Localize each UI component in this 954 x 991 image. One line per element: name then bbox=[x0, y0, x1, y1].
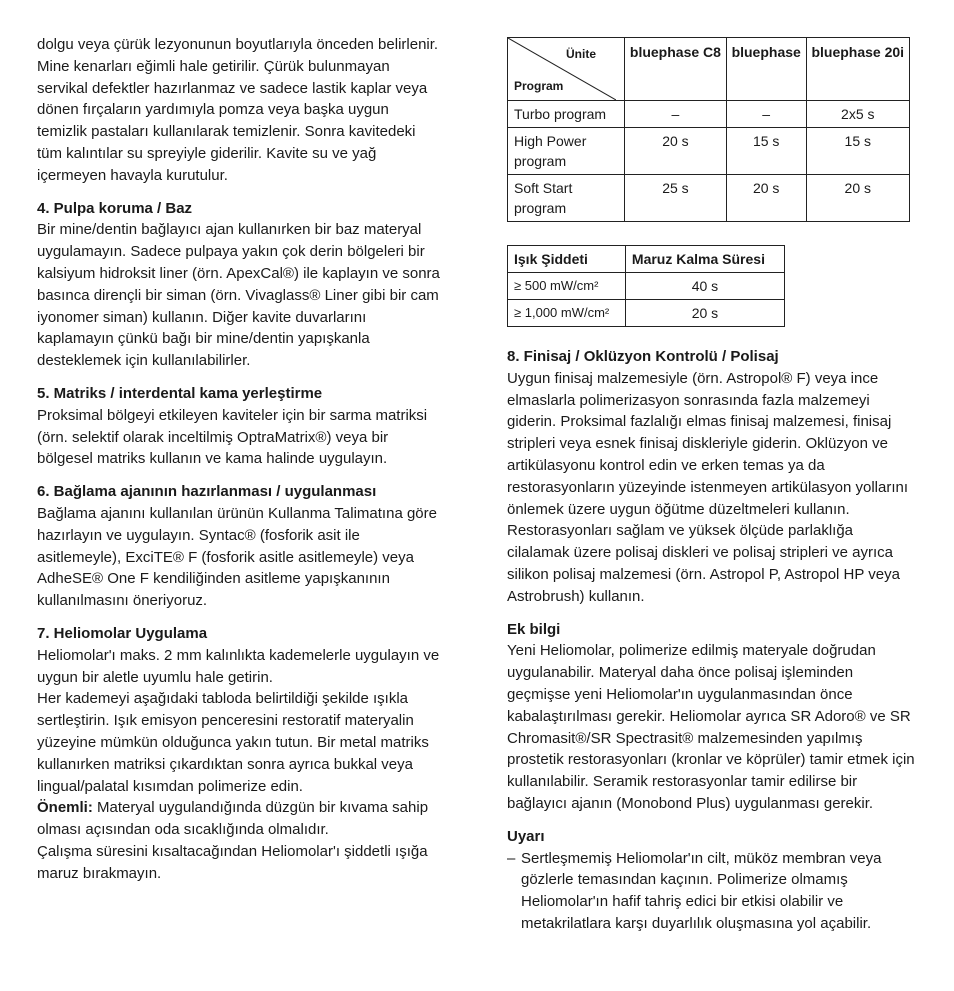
column-header: Işık Şiddeti bbox=[508, 246, 626, 273]
column-header: Maruz Kalma Süresi bbox=[625, 246, 784, 273]
unit-program-header-cell bbox=[508, 38, 625, 101]
program-label: Program bbox=[514, 79, 564, 93]
column-header: bluephase bbox=[726, 38, 806, 101]
section-6-heading: 6. Bağlama ajanının hazırlanması / uygulanması bbox=[37, 483, 377, 501]
column-header: bluephase 20i bbox=[806, 38, 909, 101]
table-cell: 15 s bbox=[726, 128, 806, 175]
warning-list-item bbox=[507, 848, 917, 935]
table-row bbox=[508, 175, 910, 222]
section-8-body: Uygun finisaj malzemesiyle (örn. Astropol® F) veya ince elmaslarla polimerizasyon sonrasında fazla malzemeyi giderin. Proksimal fazlalığı elmas finisaj malzemesi, finisaj stripleri veya esnek finisaj diskleriyle giderin. Oklüzyon ve artikülasyonu kontrol edin ve erken temas ya da restorasyonların yüzeyinde istenmeyen artikülasyon yollarını önlemek üzere uygun öğütme düzeltmeleri kullanın. Restorasyonları sağlam ve yüksek ölçüde parlaklığa cilalamak üzere polisaj diskleri ve polisaj stripleri ve ayrıca silikon polisaj malzemesi (örn. Astropol P, Astropol HP veya Astrobrush) kullanın. bbox=[507, 369, 909, 605]
section-5-heading: 5. Matriks / interdental kama yerleştirme bbox=[37, 384, 323, 402]
warning-text: Sertleşmemiş Heliomolar'ın cilt, müköz membran veya gözlerle temasından kaçının. Polimerize olmamış Heliomolar'ın hafif tahriş edici bir etkisi olabilir ve metakrilatlara karşı duyarlılık oluşmasına yol açabilir. bbox=[521, 849, 882, 932]
table-cell: 25 s bbox=[625, 175, 727, 222]
section-4-heading: 4. Pulpa koruma / Baz bbox=[37, 199, 193, 217]
table-cell: – bbox=[625, 101, 727, 128]
table-row bbox=[508, 273, 785, 300]
section-5-body: Proksimal bölgeyi etkileyen kaviteler için bir sarma matriksi (örn. selektif olarak inceltilmiş OptraMatrix®) veya bir bölgesel matriks kullanın ve kama halinde uygulayın. bbox=[37, 406, 428, 468]
column-header: bluephase C8 bbox=[625, 38, 727, 101]
right-column bbox=[507, 37, 917, 935]
left-column bbox=[37, 34, 442, 884]
table-header-row bbox=[508, 246, 785, 273]
table-cell: 2x5 s bbox=[806, 101, 909, 128]
section-8-heading: 8. Finisaj / Oklüzyon Kontrolü / Polisaj bbox=[507, 348, 779, 365]
table-row bbox=[508, 128, 910, 175]
curing-program-table bbox=[507, 37, 910, 222]
section-7-paragraph-1: Heliomolar'ı maks. 2 mm kalınlıkta kademelerle uygulayın ve uygun bir aletle uyumlu hale getirin. bbox=[37, 646, 440, 686]
dash-bullet: – bbox=[507, 849, 516, 867]
table-cell: ≥ 1,000 mW/cm² bbox=[508, 300, 626, 327]
unit-label: Ünite bbox=[566, 47, 596, 61]
section-6-body: Bağlama ajanını kullanılan ürünün Kullanma Talimatına göre hazırlayın ve uygulayın. Syntac® (fosforik asit ile asitlemeyle), ExciTE® F (fosforik asitle asitlemeyle) veya AdheSE® One F kendiliğinden asitleme yapışkanının kullanılmasını öneriyoruz. bbox=[37, 504, 437, 610]
table-row bbox=[508, 101, 910, 128]
note-label: Önemli: bbox=[37, 799, 93, 817]
table-header-row bbox=[508, 38, 910, 101]
section-7-paragraph-2: Her kademeyi aşağıdaki tabloda belirtildiği şekilde ışıkla sertleştirin. Işık emisyon penceresini restoratif materyalin yüzeyine mümkün olduğunca yakın tutun. Bir metal matriks kullanırken matriksi çıkardıktan sonra ayrıca bukkal veya lingual/palatal kısımdan polimerize edin. bbox=[37, 690, 429, 795]
row-label: Turbo program bbox=[508, 101, 625, 128]
note-text: Materyal uygulandığında düzgün bir kıvama sahip olması açısından oda sıcaklığında olmalıdır. bbox=[37, 799, 429, 839]
table-cell: 20 s bbox=[726, 175, 806, 222]
table-cell: 20 s bbox=[806, 175, 909, 222]
table-cell: 20 s bbox=[625, 300, 784, 327]
section-7-heading: 7. Heliomolar Uygulama bbox=[37, 624, 208, 642]
additional-info-heading: Ek bilgi bbox=[507, 620, 561, 638]
table-cell: – bbox=[726, 101, 806, 128]
intro-paragraph-2: Mine kenarları eğimli hale getirilir. Çürük bulunmayan servikal defektler hazırlanmaz ve sadece lastik kaplar veya dönen fırçaların yardımıyla pomza veya başka uygun temizlik pastaları kullanılarak temizlenir. Sonra kavitedeki tüm kalıntılar su spreyiyle giderilir. Kavite su ve yağ içermeyen havayla kurutulur. bbox=[37, 57, 428, 184]
intro-paragraph-1: dolgu veya çürük lezyonunun boyutlarıyla önceden belirlenir. bbox=[37, 36, 439, 53]
additional-info-body: Yeni Heliomolar, polimerize edilmiş materyale doğrudan uygulanabilir. Materyal daha önce polisaj işleminden geçmişse yeni Heliomolar'ın uygulanmasından önce kabalaştırılması gerekir. Heliomolar ayrıca SR Adoro® ve SR Chromasit®/SR Spectrasit® malzemesinden yapılmış prostetik restorasyonları (kronlar ve köprüler) tamir etmek için kullanılabilir. Seramik restorasyonlar tamir edilirse bir bağlayıcı ajanın (Monobond Plus) uygulanması gerekir. bbox=[507, 642, 915, 812]
row-label: Soft Start program bbox=[508, 175, 625, 222]
light-intensity-table bbox=[507, 245, 785, 327]
section-7-note bbox=[37, 797, 442, 841]
table-row bbox=[508, 300, 785, 327]
table-cell: 20 s bbox=[625, 128, 727, 175]
warning-heading: Uyarı bbox=[507, 827, 545, 845]
table-cell: 40 s bbox=[625, 273, 784, 300]
table-cell: 15 s bbox=[806, 128, 909, 175]
section-7-paragraph-3: Çalışma süresini kısaltacağından Heliomolar'ı şiddetli ışığa maruz bırakmayın. bbox=[37, 842, 428, 882]
table-cell: ≥ 500 mW/cm² bbox=[508, 273, 626, 300]
row-label: High Power program bbox=[508, 128, 625, 175]
section-4-body: Bir mine/dentin bağlayıcı ajan kullanırken bir baz materyal uygulamayın. Sadece pulpaya yakın çok derin bölgeleri bir kalsiyum hidroksit liner (örn. ApexCal®) ile kaplayın ve sonra basınca dirençli bir siman (örn. Vivaglass® Liner gibi bir cam iyonomer siman) kullanın. Diğer kavite duvarlarını kaplamayın çünkü bağı bir mine/dentin yapışkanla desteklemek için kullanılabilirler. bbox=[37, 221, 440, 370]
